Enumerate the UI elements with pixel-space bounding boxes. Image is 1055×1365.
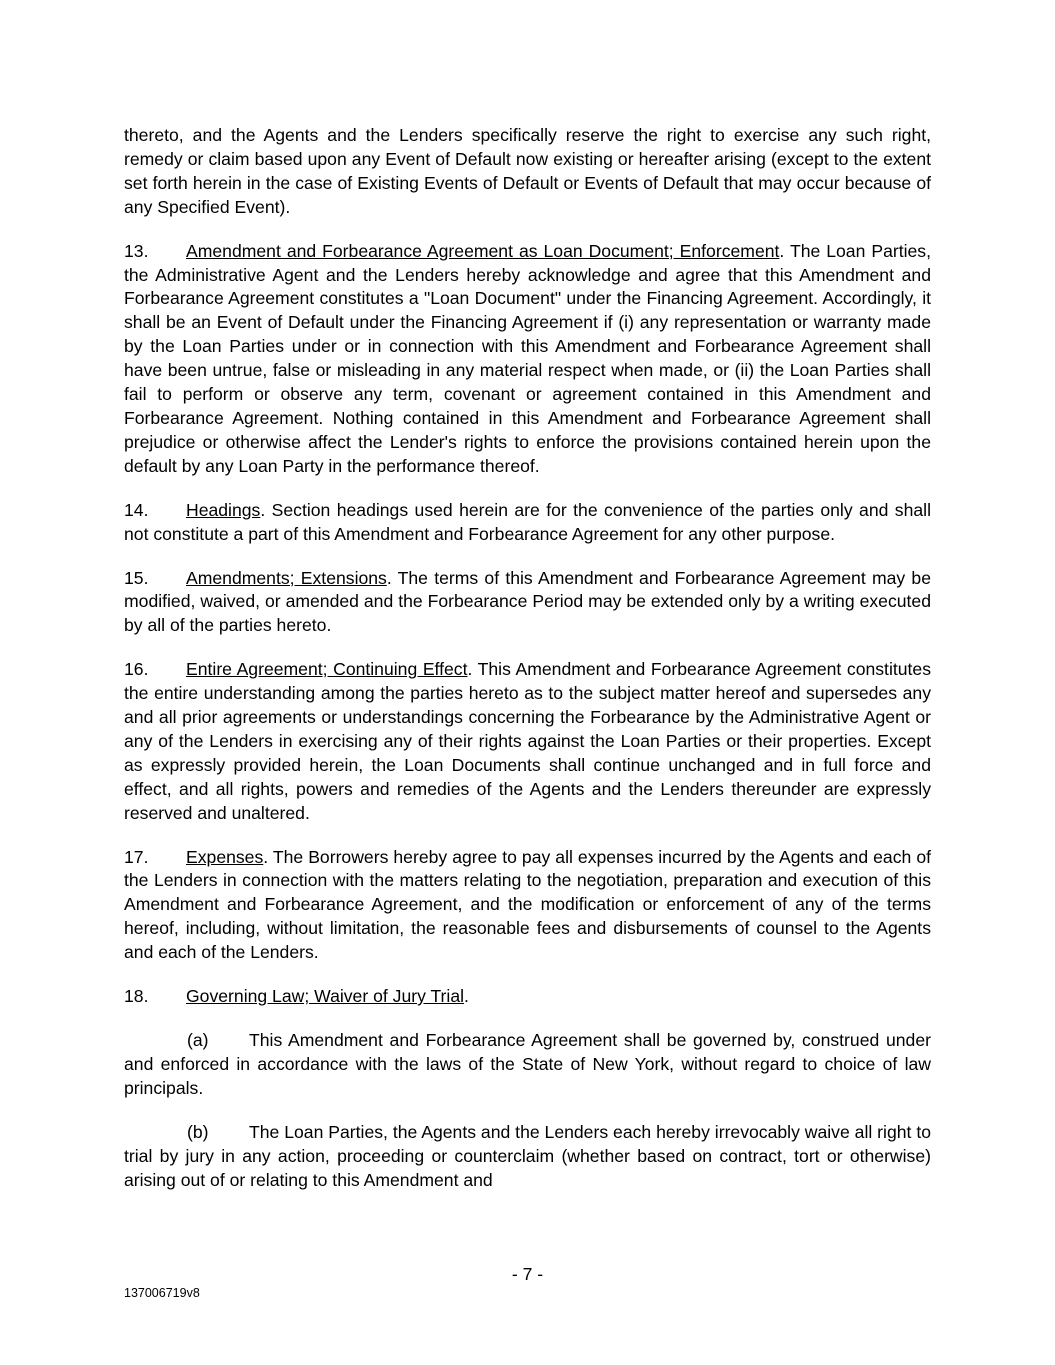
section-text: . This Amendment and Forbearance Agreement constitutes the entire understanding among the parties hereto as to the subject matter hereof and supersedes any and all prior agreements or understandings concerning the Forbearance by the Administrative Agent or any of the Lenders in exercising any of their rights against the Loan Parties or their properties. Except as expressly provided herein, the Loan Documents shall continue unchanged and in full force and effect, and all rights, powers and remedies of the Agents and the Lenders thereunder are expressly reserved and unaltered.	[124, 659, 931, 823]
section-heading: Headings	[186, 499, 261, 520]
section-heading: Amendment and Forbearance Agreement as Loan Document; Enforcement	[186, 240, 780, 261]
subsection-number: (a)	[187, 1030, 209, 1050]
subsection-a	[124, 1029, 931, 1101]
subsection-b	[124, 1121, 931, 1193]
section-number: 15.	[124, 567, 149, 588]
document-id: 137006719v8	[124, 1286, 200, 1300]
section-text: . The Borrowers hereby agree to pay all expenses incurred by the Agents and each of the Lenders in connection with the matters relating to the negotiation, preparation and execution of this Amendment and Forbearance Agreement, and the modification or enforcement of any of the terms hereof, including, without limitation, the reasonable fees and disbursements of counsel to the Agents and each of the Lenders.	[124, 846, 931, 963]
section-16	[124, 658, 931, 825]
paragraph-text: thereto, and the Agents and the Lenders specifically reserve the right to exercise any such right, remedy or claim based upon any Event of Default now existing or hereafter arising (except to the extent set forth herein in the case of Existing Events of Default or Events of Default that may occur because of any Specified Event).	[124, 125, 931, 217]
subsection-number: (b)	[187, 1121, 209, 1142]
section-number: 17.	[124, 846, 149, 867]
section-number: 13.	[124, 240, 149, 261]
section-text: . Section headings used herein are for the convenience of the parties only and shall not constitute a part of this Amendment and Forbearance Agreement for any other purpose.	[124, 499, 931, 544]
section-18	[124, 985, 931, 1009]
section-heading: Governing Law; Waiver of Jury Trial	[186, 986, 465, 1007]
document-body	[124, 124, 931, 1212]
section-text: .	[464, 986, 469, 1007]
section-17	[124, 846, 931, 966]
section-number: 16.	[124, 659, 149, 680]
section-number: 18.	[124, 986, 149, 1007]
section-15	[124, 567, 931, 639]
section-heading: Expenses	[186, 846, 264, 867]
section-number: 14.	[124, 499, 149, 520]
section-13	[124, 240, 931, 479]
section-heading: Entire Agreement; Continuing Effect	[186, 659, 468, 680]
section-14	[124, 499, 931, 547]
paragraph-continuation	[124, 124, 931, 220]
page-number: - 7 -	[511, 1264, 544, 1284]
section-heading: Amendments; Extensions	[186, 567, 387, 588]
section-text: . The Loan Parties, the Administrative Agent and the Lenders hereby acknowledge and agree that this Amendment and Forbearance Agreement constitutes a "Loan Document" under the Financing Agreement. Accordingly, it shall be an Event of Default under the Financing Agreement if (i) any representation or warranty made by the Loan Parties under or in connection with this Amendment and Forbearance Agreement shall have been untrue, false or misleading in any material respect when made, or (ii) the Loan Parties shall fail to perform or observe any term, covenant or agreement contained in this Amendment and Forbearance Agreement. Nothing contained in this Amendment and Forbearance Agreement shall prejudice or otherwise affect the Lender's rights to enforce the provisions contained herein upon the default by any Loan Party in the performance thereof.	[124, 240, 931, 476]
section-text: . The terms of this Amendment and Forbearance Agreement may be modified, waived, or amended and the Forbearance Period may be extended only by a writing executed by all of the parties hereto.	[124, 567, 931, 636]
subsection-text: The Loan Parties, the Agents and the Lenders each hereby irrevocably waive all right to trial by jury in any action, proceeding or counterclaim (whether based on contract, tort or otherwise) arising out of or relating to this Amendment and	[124, 1121, 931, 1190]
subsection-text: This Amendment and Forbearance Agreement shall be governed by, construed under and enforced in accordance with the laws of the State of New York, without regard to choice of law principals.	[124, 1030, 931, 1098]
